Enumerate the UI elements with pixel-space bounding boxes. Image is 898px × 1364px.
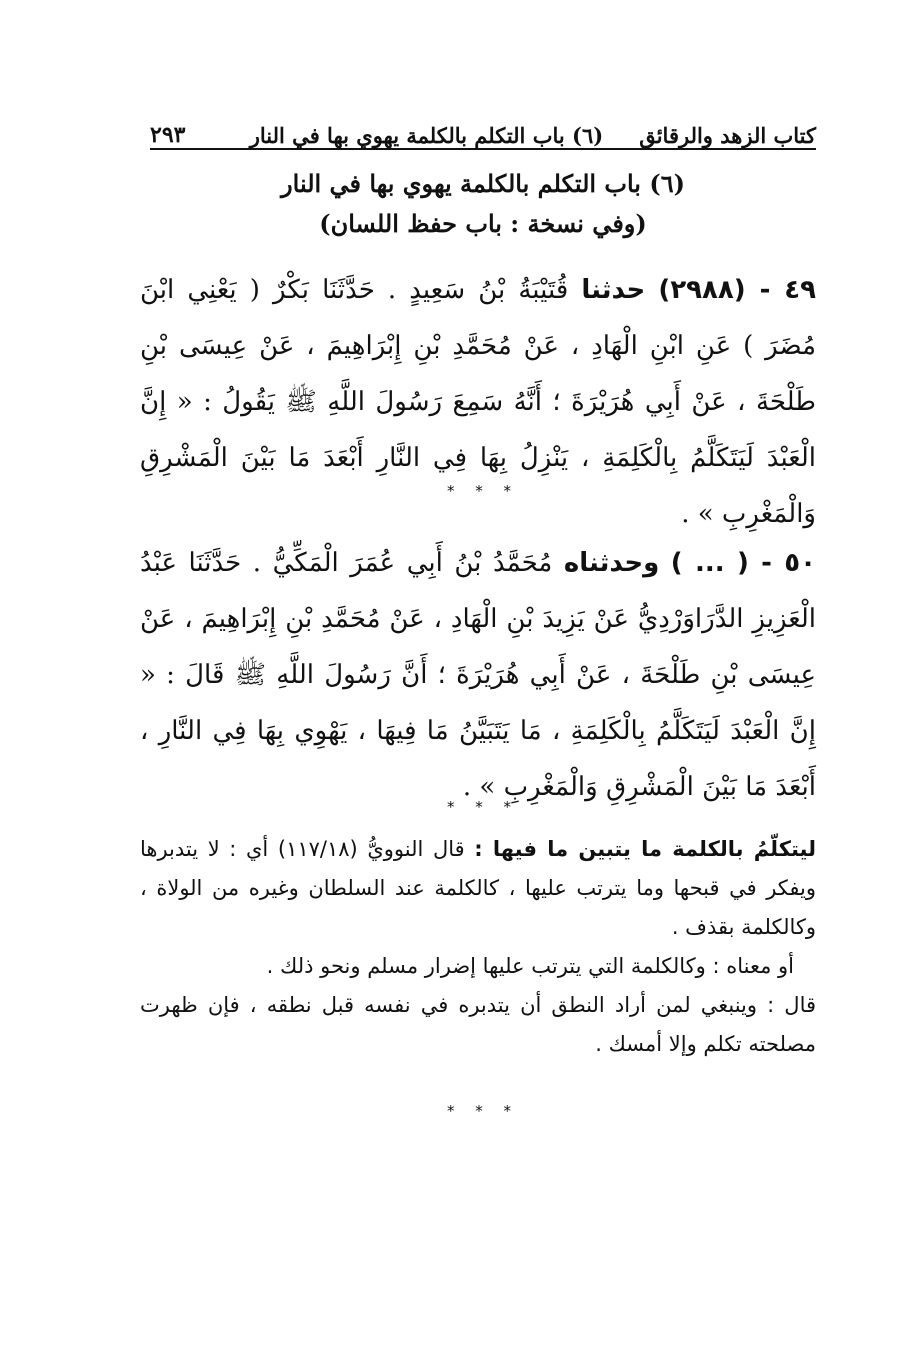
chapter-title: (٦) باب التكلم بالكلمة يهوي بها في النار: [281, 169, 685, 198]
hadith-49: [140, 262, 816, 542]
commentary-text: قال النوويُّ (١١٧/١٨) أي : لا يتدبرها ويفكر في قبحها وما يترتب عليها ، كالكلمة عند السلطان وغيره من الولاة ، وكالكلمة بقذف .: [140, 837, 816, 939]
commentary-paragraph: [140, 830, 816, 947]
running-header: [150, 112, 816, 146]
book-title: كتاب الزهد والرقائق: [639, 123, 816, 148]
hadith-text: مُحَمَّدُ بْنُ أَبِي عُمَرَ الْمَكِّيُّ . حَدَّثَنَا عَبْدُ الْعَزِيزِ الدَّرَاوَرْدِيُّ عَنْ يَزِيدَ بْنِ الْهَادِ ، عَنْ مُحَمَّدِ بْنِ إِبْرَاهِيمَ ، عَنْ عِيسَى بْنِ طَلْحَةَ ، عَنْ أَبِي هُرَيْرَةَ ؛ أَنَّ رَسُولَ اللَّهِ ﷺ قَالَ : « إِنَّ الْعَبْدَ لَيَتَكَلَّمُ بِالْكَلِمَةِ ، مَا يَتَبَيَّنُ مَا فِيهَا ، يَهْوِي بِهَا فِي النَّارِ ، أَبْعَدَ مَا بَيْنَ الْمَشْرِقِ وَالْمَغْرِبِ » .: [140, 548, 816, 802]
hadith-50: [140, 535, 816, 815]
section-separator: * * *: [446, 798, 520, 816]
commentary: [140, 830, 816, 1064]
running-chapter-title: (٦) باب التكلم بالكلمة يهوي بها في النار: [249, 123, 604, 148]
section-separator: * * *: [446, 1102, 520, 1120]
page-number: ٢٩٣: [150, 122, 186, 148]
commentary-paragraph: قال : وينبغي لمن أراد النطق أن يتدبره في نفسه قبل نطقه ، فإن ظهرت مصلحته تكلم وإلا أمسك .: [140, 993, 816, 1056]
narrator-intro: وحدثناه: [563, 548, 660, 578]
hadith-text: قُتَيْبَةُ بْنُ سَعِيدٍ . حَدَّثَنَا بَكْرٌ ( يَعْنِي ابْنَ مُضَرَ ) عَنِ ابْنِ الْهَادِ ، عَنْ مُحَمَّدِ بْنِ إِبْرَاهِيمَ ، عَنْ عِيسَى بْنِ طَلْحَةَ ، عَنْ أَبِي هُرَيْرَةَ ؛ أَنَّهُ سَمِعَ رَسُولَ اللَّهِ ﷺ يَقُولُ : « إِنَّ الْعَبْدَ لَيَتَكَلَّمُ بِالْكَلِمَةِ ، يَنْزِلُ بِهَا فِي النَّارِ أَبْعَدَ مَا بَيْنَ الْمَشْرِقِ وَالْمَغْرِبِ » .: [140, 275, 816, 529]
commentary-paragraph: أو معناه : وكالكلمة التي يترتب عليها إضرار مسلم ونحو ذلك .: [266, 954, 794, 978]
narrator-intro: حدثنا: [581, 275, 646, 305]
commentary-lemma: ليتكلّمُ بالكلمة ما يتبين ما فيها :: [474, 837, 816, 861]
chapter-subtitle: (وفي نسخة : باب حفظ اللسان): [319, 209, 647, 238]
hadith-number: ٥٠ - ( ... ): [670, 548, 816, 578]
header-rule: [150, 148, 816, 150]
section-separator: * * *: [446, 482, 520, 500]
hadith-number: ٤٩ - (٢٩٨٨): [658, 275, 817, 305]
